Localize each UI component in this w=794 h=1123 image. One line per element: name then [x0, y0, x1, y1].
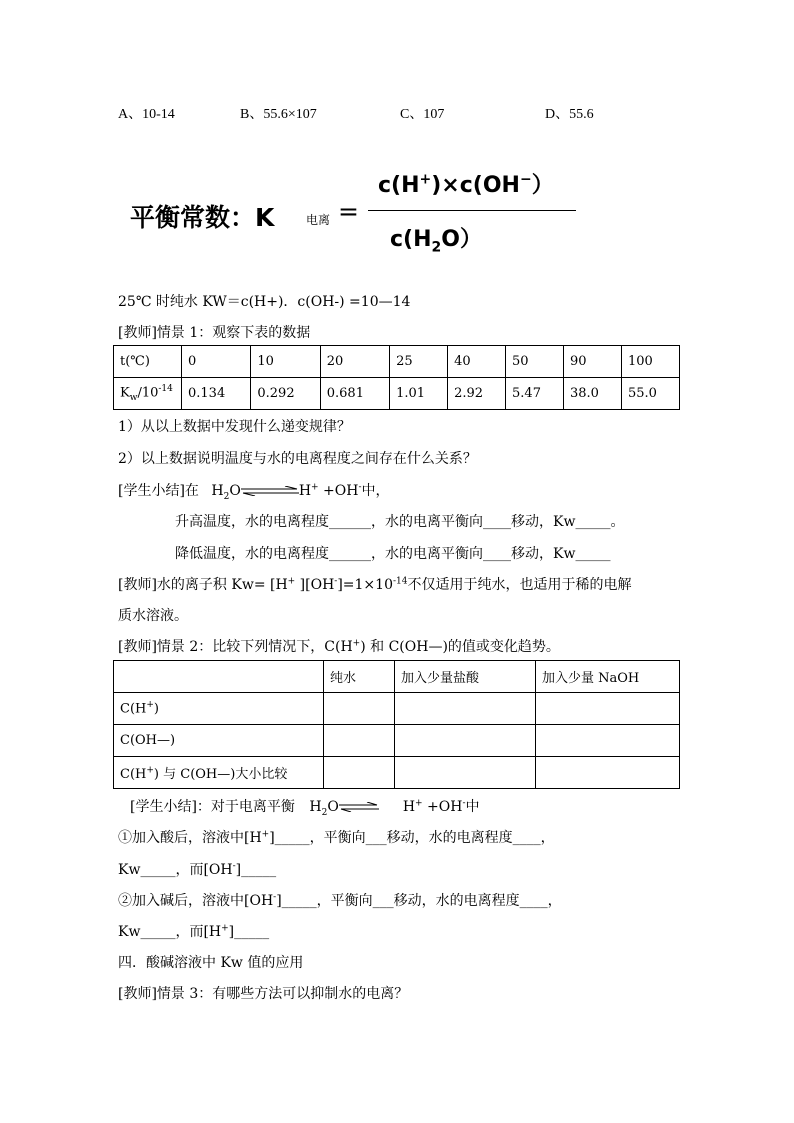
section-4-heading: 四．酸碱溶液中 Kw 值的应用 — [118, 955, 304, 971]
temperature-kw-table — [113, 345, 680, 410]
table-row — [114, 725, 680, 757]
table-header: 加入少量 NaOH — [536, 661, 680, 693]
option-c: C、107 — [400, 107, 445, 122]
table-cell: 5.47 — [506, 378, 564, 410]
scene-1: [教师]情景 1：观察下表的数据 — [118, 325, 311, 341]
table-cell: 50 — [506, 346, 564, 378]
table-cell: 90 — [563, 346, 621, 378]
table-cell: 0.134 — [182, 378, 251, 410]
base-line-2: Kw_____，而[H+]_____ — [118, 923, 270, 940]
table-header-temp: t(℃) — [114, 346, 182, 378]
option-b: B、55.6×107 — [240, 107, 317, 122]
formula-denominator: $c(H_2O)$ — [390, 227, 482, 256]
table-row-label: C(H+) — [114, 693, 324, 725]
table-header: 纯水 — [324, 661, 395, 693]
question-1: 1）从以上数据中发现什么递变规律？ — [118, 419, 351, 435]
table-header — [114, 661, 324, 693]
teacher-note-1: [教师]水的离子积 Kw= [H+ ]$[OH^-]=1\times 10^{-14}$不仅适用于纯水，也适用于稀的电解 — [118, 576, 632, 593]
table-header: 加入少量盐酸 — [395, 661, 536, 693]
table-cell: 10 — [251, 346, 320, 378]
fraction-bar — [368, 210, 576, 211]
table-cell: 40 — [448, 346, 506, 378]
formula-lhs: 平衡常数：K — [130, 203, 275, 232]
table-row-label: C(H+) 与 C(OH—)大小比较 — [114, 757, 324, 789]
table-cell: 0.292 — [251, 378, 320, 410]
teacher-note-2: 质水溶液。 — [118, 608, 188, 624]
formula-numerator: c(H+)×c(OH−） — [378, 171, 554, 198]
equilibrium-arrow-icon — [241, 486, 299, 496]
student-summary-1: [学生小结]在 $H_2O$ H+ +OH-中， — [118, 482, 390, 502]
formula-subscript: 电离 — [306, 213, 331, 227]
question-2: 2）以上数据说明温度与水的电离程度之间存在什么关系？ — [118, 451, 477, 467]
table-cell: 0.681 — [320, 378, 389, 410]
summary-rise: 升高温度，水的电离程度______，水的电离平衡向____移动，Kw_____。 — [175, 514, 625, 530]
formula-equals: = — [338, 197, 359, 226]
table-row-label: C(OH—) — [114, 725, 324, 757]
table-row — [114, 661, 680, 693]
acid-line-2: Kw_____，而[OH-]_____ — [118, 861, 277, 878]
base-line-1: ②加入碱后，溶液中[OH-]_____，平衡向___移动，水的电离程度____， — [118, 892, 562, 909]
comparison-table — [113, 660, 680, 789]
option-a: A、10-14 — [118, 107, 175, 122]
table-header-kw: $K_w/10^{-14}$ — [114, 378, 182, 410]
scene-2: [教师]情景 2：比较下列情况下，C(H+) 和 C(OH—)的值或变化趋势。 — [118, 638, 560, 655]
table-cell: 38.0 — [563, 378, 621, 410]
table-row — [114, 378, 680, 410]
table-row — [114, 346, 680, 378]
table-cell: 25 — [390, 346, 448, 378]
option-d: D、55.6 — [545, 107, 594, 122]
table-row — [114, 757, 680, 789]
table-row — [114, 693, 680, 725]
equilibrium-arrow-icon — [339, 802, 379, 812]
acid-line-1: ①加入酸后，溶液中[H+]_____，平衡向___移动，水的电离程度____， — [118, 829, 555, 846]
table-cell: 1.01 — [390, 378, 448, 410]
table-cell: 0 — [182, 346, 251, 378]
table-cell: 20 — [320, 346, 389, 378]
student-summary-2: [学生小结]：对于电离平衡 $H_2O$ H+ +OH-中 — [130, 798, 480, 818]
scene-3: [教师]情景 3：有哪些方法可以抑制水的电离？ — [118, 986, 409, 1002]
kw-statement: 25℃ 时纯水 KW＝c(H+)．c(OH-) =10—14 — [118, 294, 411, 310]
summary-lower: 降低温度，水的电离程度______，水的电离平衡向____移动，Kw_____ — [175, 546, 611, 562]
table-cell: 2.92 — [448, 378, 506, 410]
table-cell: 55.0 — [621, 378, 679, 410]
table-cell: 100 — [621, 346, 679, 378]
